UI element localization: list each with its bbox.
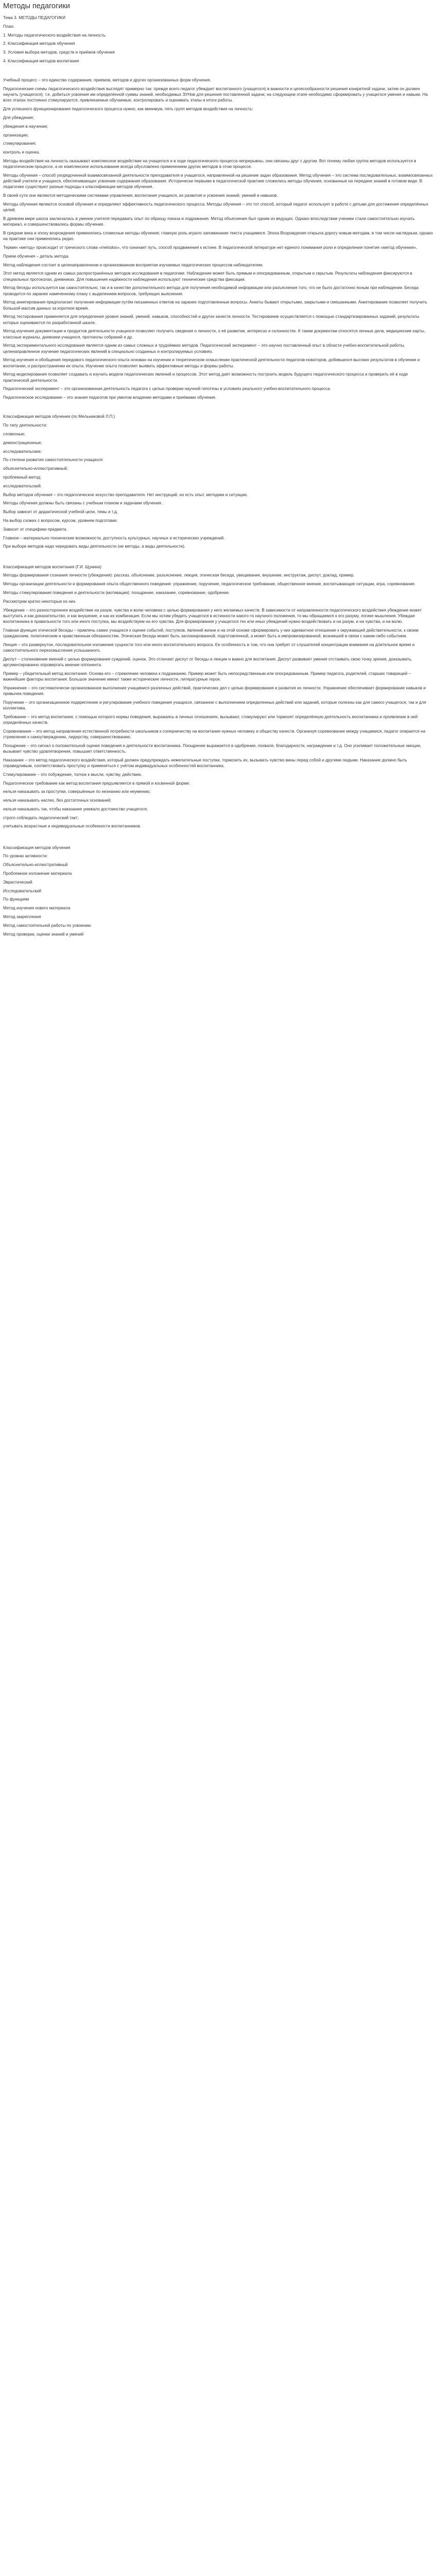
- paragraph: По уровню активности:: [3, 854, 48, 859]
- paragraph: исследовательский.: [3, 483, 42, 488]
- paragraph: На выбор схожих с вопросом, курсом, уровнем подготовки:: [3, 518, 118, 523]
- paragraph: Метод изучения и обобщения передового педагогического опыта основан на изучении и теоретическом осмыслении практической деятельности педагогов-новаторов, добившихся высоких результатов в обучении и воспитании, и распространении их опыта. Изучение опыта позволяет выявить эффективные методы и формы работы.: [3, 358, 420, 368]
- paragraph: 4. Классификация методов воспитания: [3, 58, 79, 63]
- paragraph: Соревнование – это метод направления естественной потребности школьников к соперничеству на воспитание нужных человеку и обществу качеств. Организуя соревнование между учащимися, педагог опирается на стремление к самоутверждению, лидерству, совершенствованию.: [3, 728, 426, 739]
- paragraph: Для успешного функционирования педагогического процесса нужно, как минимум, пять групп методов воздействия на личность:: [3, 107, 253, 112]
- paragraph: В древнем мире школа заключалась в умении учителя передавать опыт по образцу показа и подражания. Метод объяснения был одним из ведущих. Однако впоследствии ученики стали самостоятельно изучать материал, и совершенствовались формы обучения.: [3, 216, 415, 227]
- paragraph: Метод тестирования применяется для определения уровня знаний, умений, навыков, способностей и других качеств личности. Тестирование осуществляется с помощью стандартизированных заданий, результаты которых оцениваются по разработанной шкале.: [3, 314, 420, 325]
- paragraph: В средние века и эпоху возрождения применялись словесные методы обучения; главную роль играло запоминание текста учащимися. Эпоха Возрождения открыла дорогу новым методам, в том числе наглядным, однако на практике они применялись редко.: [3, 230, 433, 242]
- paragraph: По функциям: [3, 897, 29, 902]
- paragraph: Метод изучения нового материала: [3, 906, 71, 911]
- paragraph: нельзя наказывать за проступки, совершённые по незнанию или неумению;: [3, 789, 151, 794]
- paragraph: Классификация методов обучения (по Мельниковой Л.П.): [3, 414, 115, 419]
- paragraph: объяснительно-иллюстративный;: [3, 466, 68, 471]
- paragraph: учитывать возрастные и индивидуальные особенности воспитанников.: [3, 824, 142, 829]
- paragraph: организации;: [3, 132, 29, 138]
- paragraph: Выбор зависит от дидактической учебной цели, темы и т.д.: [3, 510, 118, 515]
- paragraph: строго соблюдать педагогический такт;: [3, 815, 79, 820]
- paragraph: Исследовательский: [3, 888, 42, 893]
- page-title: Методы педагогики: [3, 2, 70, 10]
- paragraph: Наказание – это метод педагогического воздействия, который должен предупреждать нежелательные поступки, тормозить их, вызывать чувство вины перед собой и другими людьми. Наказание должно быть справедливым, соответствовать проступку и применяться с учётом индивидуальных особенностей воспитанника.: [3, 757, 407, 768]
- text-block-intro: [3, 15, 433, 64]
- paragraph: Метод экспериментального исследования является одним из самых сложных и трудоёмких методов. Педагогический эксперимент – это научно поставленный опыт в области учебно-воспитательной работы, целенаправленное изучение педагогических явлений в специально созданных и контролируемых условиях.: [3, 343, 405, 354]
- text-block-section-1: [3, 77, 433, 400]
- paragraph: В своей сути они являются методическими системами управления, воспитания учащихся, их развития и усвоения знаний, умений и навыков.: [3, 193, 278, 198]
- paragraph: Упражнение – это систематически организованное выполнение учащимися различных действий, практических дел с целью формирования и развития их личности. Упражнение обеспечивает формирование навыков и привычек поведения.: [3, 685, 426, 696]
- paragraph: Выбор методов обучения – это педагогическое искусство преподавателя. Нет инструкций, но есть опыт, методики и ситуации.: [3, 492, 248, 497]
- paragraph: Убеждение – это разностороннее воздействие на разум, чувства и волю человека с целью формирования у него желаемых качеств. В зависимости от направленности педагогического воздействия убеждение может выступать и как доказательство, и как внушение, и как их комбинация. Если мы хотим убедить учащегося в истинности какого-то научного положения, то мы обращаемся к его разуму, логике мышления. Убеждая воспитанника в правильности того или иного поступка, мы воздействуем на его чувства. Для формирования у учащегося тех или иных убеждений нужно воздействовать и на разум, и на чувства, и на волю.: [3, 607, 422, 624]
- paragraph: убеждения в научении;: [3, 124, 48, 129]
- paragraph: По типу деятельности:: [3, 423, 47, 428]
- text-block-section-3: [3, 564, 433, 829]
- paragraph: Классификация методов обучения: [3, 845, 71, 850]
- paragraph: Главное – материально-технические возможности, доступность культурных, научных и исторических учреждений.: [3, 535, 225, 540]
- paragraph: Педагогическое исследование – это знания педагогов при умелом владении методами и приёмами обучения.: [3, 395, 217, 400]
- paragraph: Метод изучения документации и продуктов деятельности учащихся позволяет получить сведения о личности, о её развитии, интересах и склонностях. К таким документам относятся личные дела, медицинские карты, классные журналы, дневники учащихся, протоколы собраний и др.: [3, 329, 426, 340]
- paragraph: Главная функция этической беседы – привлечь самих учащихся к оценке событий, поступков, явлений жизни и на этой основе сформировать у них адекватное отношение к окружающей действительности, к своим гражданским, политическим и нравственным обязанностям. Этическая беседа может быть запланированной, подготовленной, а может быть и импровизированной, возникшей в связи с каким-либо событием.: [3, 628, 418, 638]
- paragraph: Поощрение – это сигнал о положительной оценке поведения и деятельности воспитанника. Поощрение выражается в одобрении, похвале, благодарности, награждении и т.д. Оно усиливает положительные эмоции, вызывает чувство удовлетворения, повышает ответственность.: [3, 743, 422, 754]
- text-block-section-4: [3, 845, 433, 937]
- paragraph: Классификация методов воспитания (Г.И. Щукина): [3, 564, 101, 569]
- paragraph: Метод наблюдения состоит в целенаправленном и организованном восприятии изучаемых педагогических процессов наблюдателем.: [3, 262, 264, 267]
- paragraph: Прием обучения – деталь метода.: [3, 253, 69, 259]
- paragraph: нельзя наказывать наспех, без достаточных оснований;: [3, 798, 112, 803]
- paragraph: демонстрационные;: [3, 440, 42, 445]
- paragraph: Метод проверки, оценки знаний и умений: [3, 931, 84, 937]
- paragraph: словесные;: [3, 431, 26, 436]
- paragraph: контроль и оценка.: [3, 150, 40, 155]
- paragraph: При выборе методов надо чередовать виды деятельности (не методы, а виды деятельности).: [3, 544, 186, 549]
- paragraph: 3. Условия выбора методов, средств и приёмов обучения: [3, 50, 115, 55]
- paragraph: Термин «метод» происходит от греческого слова «metodos», что означает путь, способ продвижения к истине. В педагогической литературе нет единого понимания роли и определения понятия «метод обучения».: [3, 245, 417, 250]
- paragraph: Педагогическое требование как метод воспитания предъявляется в прямой и косвенной форме:: [3, 781, 190, 786]
- paragraph: Стимулирование – это побуждение, толчок к мысли, чувству, действию.: [3, 772, 143, 777]
- paragraph: нельзя наказывать так, чтобы наказание унижало достоинство учащегося;: [3, 806, 148, 811]
- paragraph: Проблемное изложение материала: [3, 871, 72, 876]
- paragraph: стимулирования;: [3, 141, 37, 146]
- paragraph: 2. Классификация методов обучения: [3, 41, 75, 46]
- paragraph: Диспут – столкновение мнений с целью формирования суждений, оценок. Это отличает диспут от беседы и лекции и важно для воспитания. Диспут развивает умения отстаивать свою точку зрения, доказывать, аргументированно опровергать мнение оппонента.: [3, 656, 412, 667]
- paragraph: Метод самостоятельной работы по усвоению: [3, 923, 91, 928]
- paragraph: Метод закрепления: [3, 914, 41, 920]
- paragraph: Метод анкетирования предполагает получение информации путём письменных ответов на заранее подготовленные вопросы. Анкеты бывают открытыми, закрытыми и смешанными. Анкетирование позволяет получить большой массив данных за короткое время.: [3, 300, 427, 311]
- paragraph: Поручение – это организационное подкрепление и регулирование учебного поведения учащихся, связанное с выполнением определенных действий или заданий, которые полезны как для самого учащегося, так и для коллектива.: [3, 700, 426, 710]
- paragraph: По степени развития самостоятельности учащихся:: [3, 457, 104, 463]
- paragraph: Объяснительно-иллюстративный: [3, 862, 68, 868]
- paragraph: Тема 3. МЕТОДЫ ПЕДАГОГИКИ: [3, 15, 66, 20]
- paragraph: Методы воздействия на личность оказывают комплексное воздействие на учащегося и в ходе педагогического процесса непрерывны, они связаны друг с другом. Вот почему любая группа методов используется в педагогическом процессе, а их комплексное использование всегда обусловлено применением других методов в этом процессе.: [3, 158, 416, 170]
- paragraph: Метод моделирования позволяет создавать и изучать модели педагогических явлений и процессов. Этот метод даёт возможность построить модель будущего педагогического процесса и проверить её в ходе практической деятельности.: [3, 372, 408, 383]
- paragraph: Рассмотрим кратко некоторые из них.: [3, 599, 77, 604]
- paragraph: Методы обучения должны быть связаны с учебным планом и задачами обучения.: [3, 501, 163, 506]
- paragraph: Педагогические схемы педагогического воздействия выглядят примерно так: прежде всего педагог убеждает воспитанного (учащегося) в важности и целесообразности решения конкретной задачи, затем он должен научить (учащегося), т.е. добиться усвоения им определённой суммы знаний, необходимых ЗУНов для решения поставленной задачи; на следующем этапе необходимо сформировать у учащегося умения и навыки. На всех этапах постоянно стимулируются, привлекаемые обучаемые, контролировать и оценивать этапы и итоги работы.: [3, 86, 428, 103]
- paragraph: Педагогический эксперимент – это организованная деятельность педагога с целью проверки научной гипотезы в условиях реального учебно-воспитательного процесса.: [3, 386, 331, 392]
- document-body: [3, 15, 433, 937]
- paragraph: Методы обучения являются основой обучения и определяют эффективность педагогического процесса. Методы обучения – это тот способ, который педагог использует в работе с детьми для достижения определённых целей.: [3, 201, 429, 213]
- paragraph: Методы стимулирования поведения и деятельности (мотивации): поощрение, наказание, соревнование, одобрение.: [3, 590, 230, 595]
- paragraph: Эвристический: [3, 879, 32, 885]
- paragraph: проблемный метод;: [3, 474, 42, 480]
- paragraph: Зависит от специфики предмета.: [3, 527, 67, 532]
- paragraph: Для убеждения;: [3, 115, 34, 120]
- paragraph: 1. Методы педагогического воздействия на личность.: [3, 32, 107, 38]
- paragraph: Лекция – это развернутое, последовательное изложение сущности того или иного воспитательного вопроса. Ее особенность в том, что она требует от слушателей концентрации внимания на длительное время и самостоятельного переосмысления услышанного.: [3, 642, 415, 653]
- paragraph: Методы организации деятельности и формирования опыта общественного поведения: упражнение, поручение, педагогическое требование, общественное мнение, воспитывающие ситуации, игра, соревнование.: [3, 582, 416, 587]
- paragraph: Метод беседы используется как самостоятельно, так и в качестве дополнительного метода для получения необходимой информации или разъяснения того, что не было достаточно ясным при наблюдении. Беседа проводится по заранее намеченному плану с выделением вопросов, требующих выяснения.: [3, 285, 419, 296]
- paragraph: Учебный процесс – это единство содержания, приемов, методов и других организованных форм обучения.: [3, 78, 211, 83]
- paragraph: исследовательские;: [3, 449, 42, 454]
- paragraph: Пример – убедительный метод воспитания. Основа его – стремление человека к подражанию. Пример может быть непосредственным или опосредованным. Пример педагога, родителей, старших товарищей – важнейшие факторы воспитания. Большое значение имеют также исторические личности, литературные герои.: [3, 671, 411, 682]
- paragraph: Методы формирования сознания личности (убеждения): рассказ, объяснение, разъяснение, лекция, этическая беседа, увещевание, внушение, инструктаж, диспут, доклад, пример.: [3, 573, 355, 578]
- paragraph: Требование – это метод воспитания, с помощью которого нормы поведения, выражаясь в личных отношениях, вызывают, стимулируют или тормозят определённую деятельность воспитанника и проявление в ней определённых качеств.: [3, 714, 418, 725]
- paragraph: Методы обучения – способ упорядоченной взаимосвязанной деятельности преподавателя и учащегося, направленной на решение задач образования. Метод обучения – это система последовательных, взаимосвязанных действий учителя и учащихся, обеспечивающих усвоение содержания образования. Исторически первыми в педагогической практике сложились методы обучения, основанные на передаче знаний в готовом виде. В педагогике существуют разные подходы к классификации методов обучения.: [3, 173, 433, 190]
- paragraph: План:: [3, 24, 14, 29]
- text-block-section-2: [3, 414, 433, 549]
- paragraph: Этот метод является одним из самых распространённых методов исследования в педагогике. Наблюдение может быть прямым и опосредованным, открытым и скрытым. Результаты наблюдения фиксируются в специальных протоколах, дневниках. Для повышения надёжности наблюдения используют технические средства фиксации.: [3, 271, 412, 282]
